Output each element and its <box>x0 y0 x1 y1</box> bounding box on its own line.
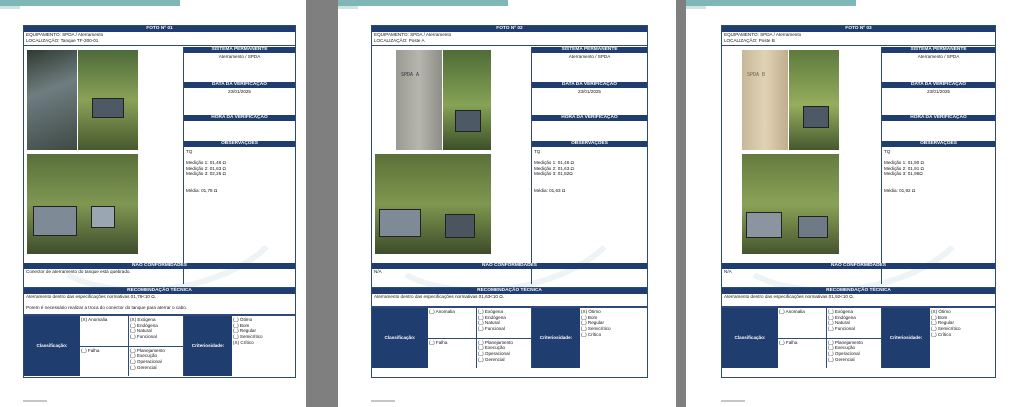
option-natural: (_) Natural <box>478 320 500 326</box>
option-exogena: (_) Exógena <box>478 309 504 314</box>
time-header: HORA DA VERIFICAÇÃO <box>184 115 295 121</box>
observations-text: TQ Medição 1: 01,46 Ω Medição 2: 01,63 Ω Medição 3: 01,82Ω Média: 01,63 Ω <box>534 149 574 193</box>
equipment-location-row <box>722 32 995 46</box>
meter-icon <box>803 106 829 128</box>
system-value: Aterramento / SPDA <box>218 54 261 59</box>
option-gerencial: (_) Gerencial <box>130 364 157 370</box>
bottom-section <box>24 263 295 376</box>
criticality-label: Criteriosidade: <box>532 308 580 368</box>
type-column <box>428 308 477 368</box>
date-value: 23/01/2025 <box>578 89 601 94</box>
document-page-1 <box>0 0 306 407</box>
info-panel <box>882 47 995 284</box>
equipment-label: EQUIPAMENTO: SPDA / Aterramento <box>26 32 104 37</box>
observations-header: OBSERVAÇÕES <box>184 141 295 147</box>
recommendation-text: Aterramento dentro das especificações normativas 01,92<10 Ω. <box>722 294 995 307</box>
time-value <box>532 121 647 141</box>
page-top-decoration <box>0 0 180 6</box>
origin-column <box>827 308 882 368</box>
photo-title: FOTO Nº 02 <box>372 26 647 32</box>
option-bom: (_) Bom <box>233 322 250 328</box>
page-footer-line <box>721 400 745 402</box>
time-value <box>882 121 995 141</box>
option-critico: (_) Crítico <box>931 331 952 337</box>
equipment-label: EQUIPAMENTO: SPDA / Aterramento <box>724 32 802 37</box>
classification-row <box>24 315 295 376</box>
classification-row <box>722 307 995 368</box>
option-endogena: (_) Endógena <box>478 314 506 320</box>
time-header: HORA DA VERIFICAÇÃO <box>532 115 647 121</box>
recommendation-text: Aterramento dentro das especificações normativas 01,78<10 Ω. Porem é necessário realizar a troca do conector do tanque para aterrar o cabo. <box>24 294 295 315</box>
option-gerencial: (_) Gerencial <box>828 356 855 362</box>
meter-icon <box>798 216 828 238</box>
option-funcional: (_) Funcional <box>478 326 505 332</box>
info-panel <box>532 47 647 284</box>
option-planejamento: (_) Planejamento <box>828 339 863 345</box>
option-endogena: (_) Endógena <box>130 322 158 328</box>
option-otimo: (_) Ótimo <box>233 317 253 322</box>
location-label: LOCALIZAÇÃO: Tanque TF-300-01 <box>26 37 99 43</box>
option-regular: (_) Regular <box>233 328 256 334</box>
page-top-decoration <box>338 0 508 6</box>
criticality-label: Criteriosidade: <box>882 308 930 368</box>
page-top-decoration-light <box>338 6 358 9</box>
classification-label: Classificação: <box>722 308 778 368</box>
option-critico: (_) Crítico <box>581 331 602 337</box>
page-top-decoration <box>686 0 856 6</box>
photo-panel <box>372 47 532 284</box>
meter-icon <box>455 110 481 132</box>
origin-bottom <box>827 339 881 369</box>
date-value: 23/01/2025 <box>927 89 950 94</box>
recommendation-header: RECOMENDAÇÃO TÉCNICA <box>722 288 995 294</box>
equipment-location-row <box>24 32 295 46</box>
document-page-3 <box>686 0 1024 407</box>
option-exogena: (_) Exógena <box>828 309 854 314</box>
observations-header: OBSERVAÇÕES <box>532 141 647 147</box>
time-header: HORA DA VERIFICAÇÃO <box>882 115 995 121</box>
page-top-decoration-light <box>686 6 706 9</box>
option-falha: (_) Falha <box>779 339 798 345</box>
photo-meter-grass <box>789 50 839 150</box>
pole-marking: SPDA A <box>401 72 420 78</box>
page-footer-line <box>23 400 47 402</box>
nonconformity-text: Conector de aterramento do tanque está quebrado. <box>24 269 295 288</box>
observations-text: TQ Medição 1: 01,90 Ω Medição 2: 01,91 Ω Medição 3: 01,96Ω Média: 01,92 Ω <box>884 149 924 193</box>
option-bom: (_) Bom <box>931 314 948 320</box>
type-column <box>778 308 827 368</box>
meter-icon <box>746 212 782 238</box>
nonconformity-header: NÃO CONFORMIDADES <box>24 263 295 269</box>
option-semicritico: (_) Semicrítico <box>581 326 611 332</box>
criticality-options <box>232 316 295 376</box>
date-value: 23/01/2025 <box>228 89 251 94</box>
time-value <box>184 121 295 141</box>
origin-bottom <box>477 339 531 369</box>
type-column <box>80 316 129 376</box>
system-header: SISTEMA PERMANENTE <box>882 47 995 53</box>
option-otimo: (X) Ótimo <box>931 309 951 314</box>
photo-meter-closeup <box>27 154 138 254</box>
origin-top <box>477 308 531 339</box>
origin-bottom <box>129 347 183 377</box>
option-execucao: (_) Execução <box>130 353 158 359</box>
nonconformity-text: N/A <box>372 269 647 288</box>
photo-pole-label <box>742 50 788 150</box>
page-footer-line <box>371 400 395 402</box>
classification-label: Classificação: <box>372 308 428 368</box>
origin-column <box>129 316 184 376</box>
option-anomalia: (X) Anomalia <box>80 316 128 347</box>
option-operacional: (_) Operacional <box>478 350 510 356</box>
option-funcional: (_) Funcional <box>130 334 157 340</box>
origin-top <box>827 308 881 339</box>
meter-icon <box>92 98 124 118</box>
meter-icon <box>91 206 115 228</box>
option-operacional: (_) Operacional <box>828 350 860 356</box>
meter-icon <box>33 206 77 236</box>
inspection-table <box>23 25 296 378</box>
photo-title: FOTO Nº 03 <box>722 26 995 32</box>
info-panel <box>184 47 295 284</box>
option-natural: (_) Natural <box>828 320 850 326</box>
nonconformity-header: NÃO CONFORMIDADES <box>722 263 995 269</box>
photo-meter-grass <box>78 50 138 150</box>
classification-row <box>372 307 647 368</box>
observations-header: OBSERVAÇÕES <box>882 141 995 147</box>
recommendation-header: RECOMENDAÇÃO TÉCNICA <box>24 288 295 294</box>
option-exogena: (X) Exógena <box>130 317 156 322</box>
recommendation-text: Aterramento dentro das especificações normativas 01,63<10 Ω. <box>372 294 647 307</box>
origin-top <box>129 316 183 347</box>
location-label: LOCALIZAÇÃO: Poste A <box>374 37 425 43</box>
page-top-decoration-light <box>0 6 20 9</box>
origin-column <box>477 308 532 368</box>
date-header: DATA DA VERIFICAÇÃO <box>882 82 995 88</box>
system-header: SISTEMA PERMANENTE <box>184 47 295 53</box>
criticality-label: Criteriosidade: <box>184 316 232 376</box>
option-semicritico: (_) Semicrítico <box>931 326 961 332</box>
photo-ground-pipe <box>27 50 77 150</box>
option-regular: (_) Regular <box>581 320 604 326</box>
recommendation-header: RECOMENDAÇÃO TÉCNICA <box>372 288 647 294</box>
option-planejamento: (_) Planejamento <box>478 339 513 345</box>
photo-pole-label <box>396 50 442 150</box>
nonconformity-header: NÃO CONFORMIDADES <box>372 263 647 269</box>
inspection-table <box>721 25 996 378</box>
photo-title: FOTO Nº 01 <box>24 26 295 32</box>
option-bom: (_) Bom <box>581 314 598 320</box>
photo-panel <box>24 47 184 284</box>
date-header: DATA DA VERIFICAÇÃO <box>532 82 647 88</box>
option-anomalia: (_) Anomalia <box>428 308 476 339</box>
system-header: SISTEMA PERMANENTE <box>532 47 647 53</box>
option-critico: (X) Crítico <box>233 339 254 345</box>
photo-meter-grass <box>443 50 491 150</box>
photo-panel <box>722 47 882 284</box>
option-operacional: (_) Operacional <box>130 358 162 364</box>
inspection-table <box>371 25 648 378</box>
meter-icon <box>445 214 475 238</box>
location-label: LOCALIZAÇÃO: Poste B <box>724 37 775 43</box>
option-anomalia: (_) Anomalia <box>778 308 826 339</box>
option-planejamento: (_) Planejamento <box>130 347 165 353</box>
photo-meter-closeup <box>375 154 491 254</box>
document-page-2 <box>338 0 676 407</box>
date-header: DATA DA VERIFICAÇÃO <box>184 82 295 88</box>
pole-marking: SPDA B <box>747 72 766 78</box>
option-natural: (_) Natural <box>130 328 152 334</box>
bottom-section <box>722 263 995 368</box>
system-value: Aterramento / SPDA <box>917 54 960 59</box>
criticality-options <box>930 308 995 368</box>
system-value: Aterramento / SPDA <box>568 54 611 59</box>
option-funcional: (_) Funcional <box>828 326 855 332</box>
classification-label: Classificação: <box>24 316 80 376</box>
option-execucao: (_) Execução <box>828 345 856 351</box>
photo-meter-closeup <box>742 154 839 254</box>
option-falha: (_) Falha <box>429 339 448 345</box>
option-endogena: (_) Endógena <box>828 314 856 320</box>
observations-text: TQ Medição 1: 01,46 Ω Medição 2: 01,63 Ω Medição 3: 02,26 Ω Média: 01,78 Ω <box>186 149 226 193</box>
option-regular: (_) Regular <box>931 320 954 326</box>
equipment-label: EQUIPAMENTO: SPDA / Aterramento <box>374 32 452 37</box>
nonconformity-text: N/A <box>722 269 995 288</box>
equipment-location-row <box>372 32 647 46</box>
bottom-section <box>372 263 647 368</box>
criticality-options <box>580 308 647 368</box>
option-execucao: (_) Execução <box>478 345 506 351</box>
option-otimo: (X) Ótimo <box>581 309 601 314</box>
meter-icon <box>379 209 421 237</box>
option-semicritico: (_) Semicrítico <box>233 334 263 340</box>
option-falha: (_) Falha <box>81 347 100 353</box>
option-gerencial: (_) Gerencial <box>478 356 505 362</box>
